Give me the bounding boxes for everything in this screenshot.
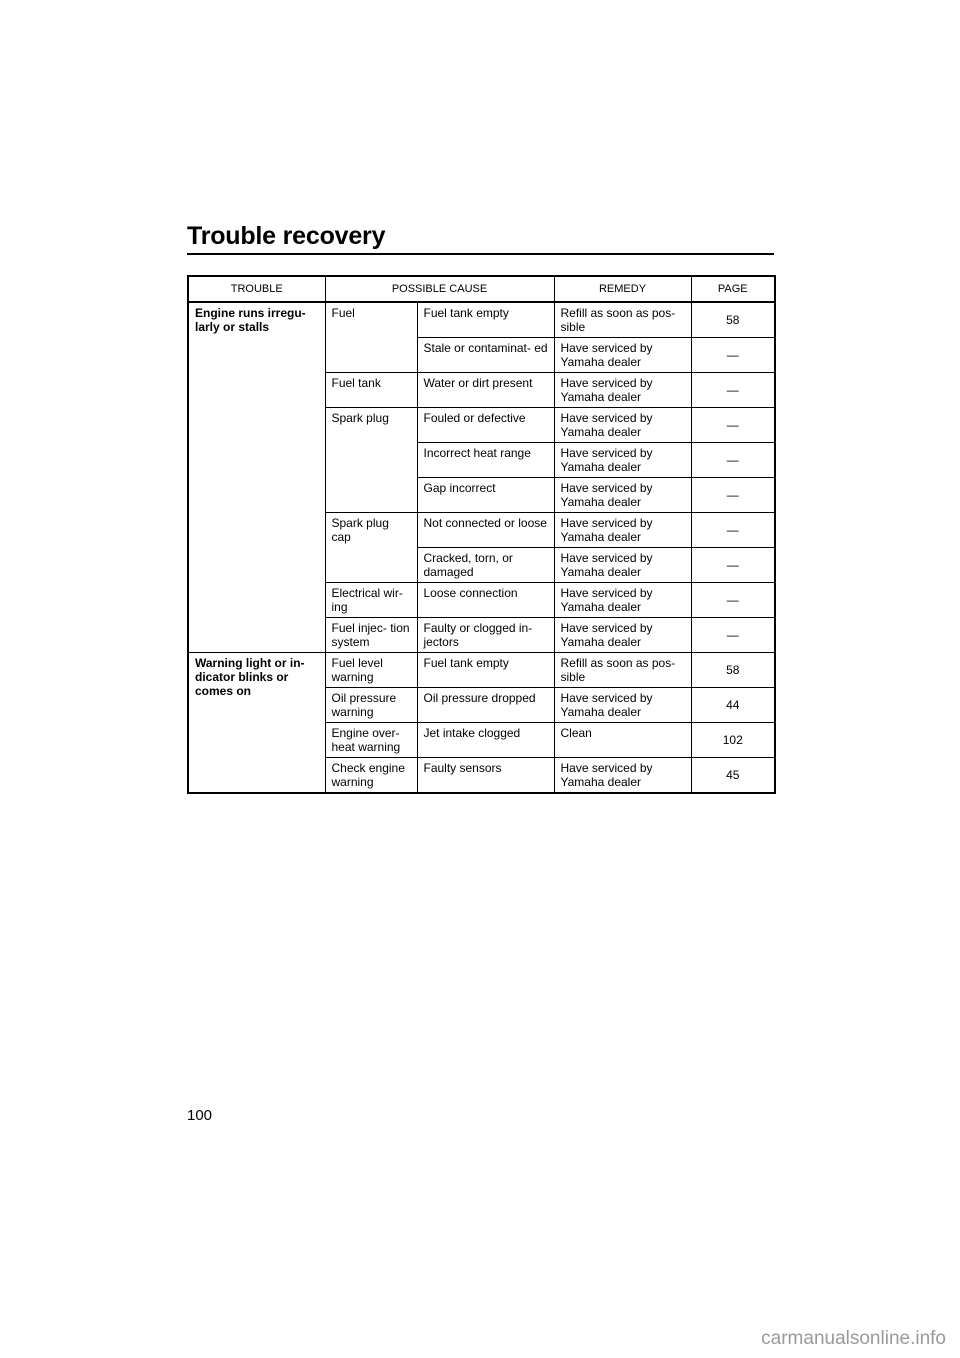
cause-cell: Engine over- heat warning — [325, 723, 417, 758]
page-number-cell: — — [691, 513, 775, 548]
remedy-cell: Have serviced by Yamaha dealer — [554, 373, 691, 408]
page-title: Trouble recovery — [187, 222, 386, 250]
header-page: PAGE — [691, 276, 775, 302]
page-number-cell: 58 — [691, 653, 775, 688]
remedy-cell: Have serviced by Yamaha dealer — [554, 583, 691, 618]
detail-cell: Gap incorrect — [417, 478, 554, 513]
table-row — [188, 302, 775, 338]
remedy-cell: Refill as soon as pos- sible — [554, 302, 691, 338]
cause-cell: Oil pressure warning — [325, 688, 417, 723]
cause-cell: Fuel — [325, 302, 417, 373]
table-row — [188, 653, 775, 688]
detail-cell: Fuel tank empty — [417, 302, 554, 338]
page-number-cell: — — [691, 478, 775, 513]
detail-cell: Incorrect heat range — [417, 443, 554, 478]
remedy-cell: Refill as soon as pos- sible — [554, 653, 691, 688]
remedy-cell: Have serviced by Yamaha dealer — [554, 478, 691, 513]
detail-cell: Cracked, torn, or damaged — [417, 548, 554, 583]
header-possible-cause: POSSIBLE CAUSE — [325, 276, 554, 302]
detail-cell: Oil pressure dropped — [417, 688, 554, 723]
remedy-cell: Have serviced by Yamaha dealer — [554, 548, 691, 583]
header-trouble: TROUBLE — [188, 276, 325, 302]
trouble-cell: Engine runs irregu- larly or stalls — [188, 302, 325, 653]
table-header-row — [188, 276, 775, 302]
detail-cell: Water or dirt present — [417, 373, 554, 408]
title-rule — [187, 253, 774, 255]
page-number-cell: — — [691, 583, 775, 618]
header-remedy: REMEDY — [554, 276, 691, 302]
detail-cell: Faulty or clogged in- jectors — [417, 618, 554, 653]
page-number: 100 — [187, 1107, 213, 1124]
detail-cell: Fuel tank empty — [417, 653, 554, 688]
remedy-cell: Have serviced by Yamaha dealer — [554, 688, 691, 723]
remedy-cell: Have serviced by Yamaha dealer — [554, 618, 691, 653]
page-number-cell: — — [691, 408, 775, 443]
page-number-cell: — — [691, 548, 775, 583]
page-number-cell: — — [691, 443, 775, 478]
watermark: carmanualsonline.info — [761, 1328, 946, 1349]
remedy-cell: Have serviced by Yamaha dealer — [554, 338, 691, 373]
page-number-cell: — — [691, 338, 775, 373]
cause-cell: Fuel level warning — [325, 653, 417, 688]
detail-cell: Fouled or defective — [417, 408, 554, 443]
page-number-cell: 44 — [691, 688, 775, 723]
remedy-cell: Have serviced by Yamaha dealer — [554, 408, 691, 443]
detail-cell: Faulty sensors — [417, 758, 554, 794]
page-number-cell: — — [691, 373, 775, 408]
cause-cell: Spark plug cap — [325, 513, 417, 583]
page-number-cell: 45 — [691, 758, 775, 794]
detail-cell: Jet intake clogged — [417, 723, 554, 758]
cause-cell: Fuel tank — [325, 373, 417, 408]
remedy-cell: Have serviced by Yamaha dealer — [554, 758, 691, 794]
remedy-cell: Clean — [554, 723, 691, 758]
cause-cell: Electrical wir- ing — [325, 583, 417, 618]
table-body — [188, 302, 775, 793]
trouble-cell: Warning light or in- dicator blinks or comes on — [188, 653, 325, 794]
page-number-cell: 58 — [691, 302, 775, 338]
detail-cell: Loose connection — [417, 583, 554, 618]
cause-cell: Spark plug — [325, 408, 417, 513]
trouble-table — [187, 275, 776, 794]
cause-cell: Fuel injec- tion system — [325, 618, 417, 653]
detail-cell: Not connected or loose — [417, 513, 554, 548]
detail-cell: Stale or contaminat- ed — [417, 338, 554, 373]
remedy-cell: Have serviced by Yamaha dealer — [554, 443, 691, 478]
page-number-cell: 102 — [691, 723, 775, 758]
cause-cell: Check engine warning — [325, 758, 417, 794]
page-number-cell: — — [691, 618, 775, 653]
remedy-cell: Have serviced by Yamaha dealer — [554, 513, 691, 548]
